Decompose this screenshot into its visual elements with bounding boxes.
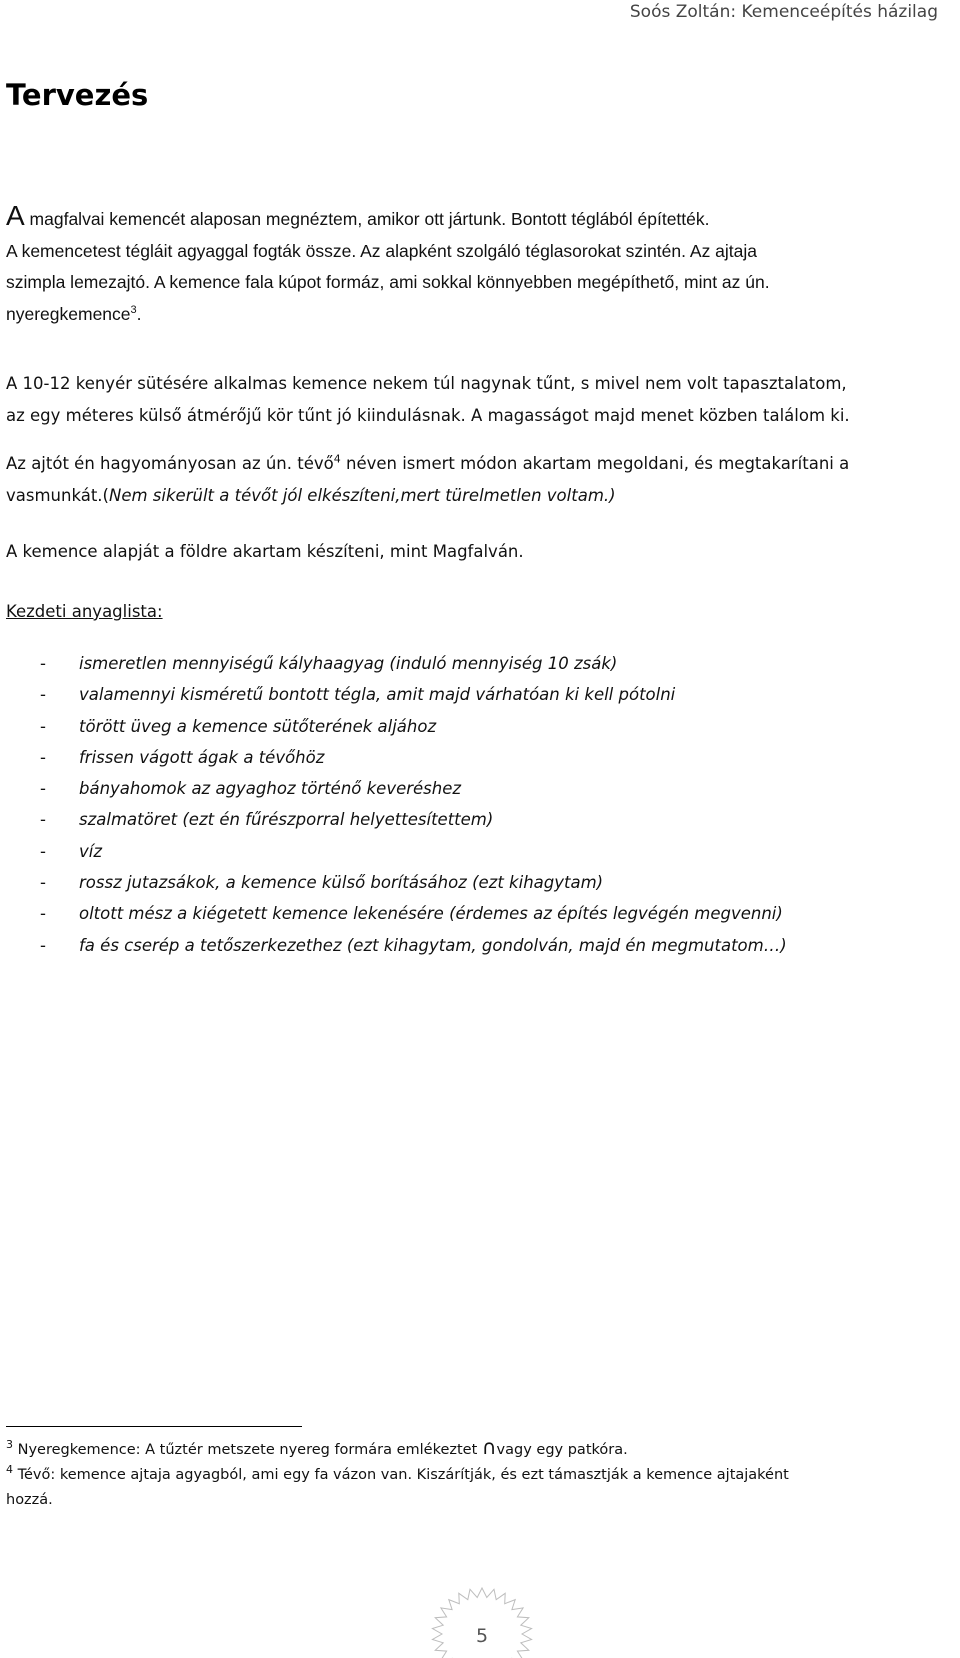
paragraph-line: szimpla lemezajtó. A kemence fala kúpot formáz, ami sokkal könnyebben megépíthető, mint az ún. — [6, 272, 770, 292]
footnotes — [6, 1435, 906, 1513]
footnote-ref-4: 4 — [333, 452, 341, 466]
paragraph-line: A 10-12 kenyér sütésére alkalmas kemence nekem túl nagynak tűnt, s mivel nem volt tapasztalatom, — [6, 374, 847, 393]
paragraph-foundation: A kemence alapját a földre akartam készíteni, mint Magfalván. — [6, 542, 524, 561]
page-number: 5 — [475, 1625, 489, 1647]
paragraph-line: Az ajtót én hagyományosan az ún. tévő$^4$ néven ismert módon akartam megoldani, és megtakarítani a — [6, 452, 850, 473]
drop-cap: A — [6, 200, 25, 231]
footnote-separator — [6, 1426, 302, 1427]
starburst-icon — [432, 1588, 531, 1658]
running-header: Soós Zoltán: Kemenceépítés házilag — [629, 2, 938, 22]
list-dash: - — [40, 904, 46, 924]
paragraph-size — [6, 368, 946, 432]
list-dash: - — [40, 716, 46, 736]
materials-heading: Kezdeti anyaglista: — [6, 602, 163, 621]
list-dash: - — [40, 841, 46, 861]
document-page: Soós Zoltán: Kemenceépítés házilag Tervezés A magfalvai kemencét alaposan megnéztem, amikor ott jártunk. Bontott téglából építették. A kemencetest tégláit agyaggal fogták össze. Az alapként szolgáló téglasorokat szintén. Az ajtaja szimpla lemezajtó. A kemence fala kúpot formáz, ami sokkal könnyebben megépíthető, mint az ún. nyeregkemence$^3$. A 10-12 kenyér sütésére alkalmas kemence nekem túl nagynak tűnt, s mivel nem volt tapasztalatom, az egy méteres külső átmérőjű kör tűnt jó kiindulásnak. A magasságot majd menet közben találom ki. Az ajtót én hagyományosan az ún. tévő$^4$ néven ismert módon akartam megoldani, és megtakarítani a vasmunkát.(Nem sikerült a tévőt jól elkészíteni,mert türelmetlen voltam.) A kemence alapját a földre akartam készíteni, mint Magfalván. Kezdeti anyaglista: - ismeretlen mennyiségű kályhaagyag (induló mennyiség 10 zsák) - valamennyi kisméretű bontott tégla, amit majd várhatóan ki kell pótolni - törött üveg a kemence sütőterének aljához - frissen vágott ágak a tévőhöz - bányahomok az agyaghoz történő keveréshez - szalmatöret (ezt én fűrészporral helyettesítettem) - víz - rossz jutazsákok, a kemence külső borításához (ezt kihagytam) - oltott mész a kiégetett kemence lekenésére (érdemes az építés legvégén megvenni) - fa és cserép a tetőszerkezethez (ezt kihagytam, gondolván, majd én megmutatom…) $^3$ Nyeregkemence: A tűztér metszete nyereg formára emlékeztet ∩vagy egy patkóra. $^4$ Tévő: kemence ajtaja agyagból, ami egy fa vázon van. Kiszárítják, és ezt támasztják a kemence ajtajaként hozzá. 5 — [0, 0, 960, 1658]
paragraph-line: vasmunkát.(Nem sikerült a tévőt jól elkészíteni,mert türelmetlen voltam.) — [6, 486, 616, 505]
list-dash: - — [40, 685, 46, 705]
list-dash: - — [40, 654, 46, 673]
list-dash: - — [40, 873, 46, 893]
list-dash: - — [40, 779, 46, 799]
paragraph-intro — [6, 200, 941, 330]
paragraph-line: az egy méteres külső átmérőjű kör tűnt jó kiindulásnak. A magasságot majd menet közben találom ki. — [6, 406, 850, 425]
footnote-4: $^4$ Tévő: kemence ajtaja agyagból, ami egy fa vázon van. Kiszárítják, és ezt támasztják a kemence ajtajaként — [6, 1463, 789, 1483]
paragraph-door — [6, 448, 946, 512]
page-number-badge — [428, 1582, 536, 1658]
list-dash: - — [40, 935, 46, 955]
paragraph-line: A magfalvai kemencét alaposan megnéztem, amikor ott jártunk. Bontott téglából építették. — [6, 200, 710, 231]
list-dash: - — [40, 810, 46, 830]
section-title: Tervezés — [6, 78, 149, 112]
list-dash: - — [40, 747, 46, 767]
footnote-ref-3: 3 — [130, 303, 137, 316]
arch-symbol: ∩ — [481, 1435, 497, 1459]
paragraph-line: A kemencetest tégláit agyaggal fogták össze. Az alapként szolgáló téglasorokat szintén. Az ajtaja — [6, 240, 758, 261]
footnote-3: $^3$ Nyeregkemence: A tűztér metszete nyereg formára emlékeztet ∩vagy egy patkóra. — [6, 1435, 628, 1459]
paragraph-line: nyeregkemence$^3$. — [6, 303, 142, 324]
footnote-4-continued: hozzá. — [6, 1492, 53, 1508]
